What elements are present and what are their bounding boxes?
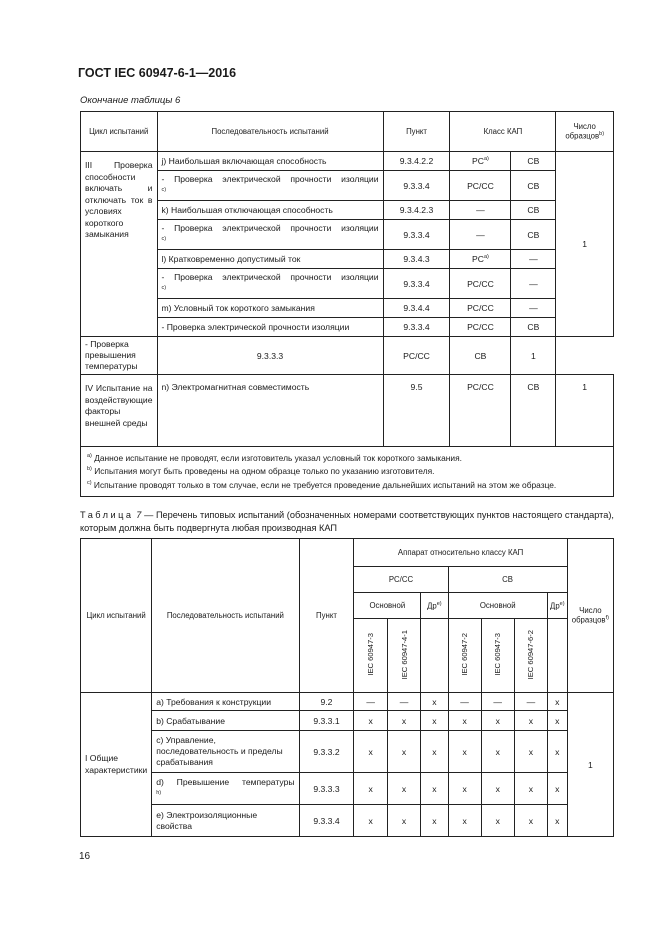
- value-cell: x: [354, 711, 387, 731]
- std-cell: IEC 60947-2: [448, 619, 481, 693]
- class-pc-cell: PC$^{a)}$: [450, 152, 511, 171]
- sequence-cell: l) Кратковременно допустимый ток: [157, 250, 383, 269]
- table6-notes: [81, 447, 614, 497]
- header-pccc: PC/CC: [354, 567, 448, 593]
- table-row: [81, 201, 614, 220]
- value-cell: —: [481, 693, 514, 711]
- header-basic-pccc: Основной: [354, 593, 421, 619]
- class-pc-cell: PC/CC: [383, 337, 450, 375]
- table-row: [81, 805, 614, 837]
- value-cell: x: [448, 731, 481, 773]
- document-header: ГОСТ IEC 60947-6-1—2016: [78, 66, 237, 80]
- header-samples: Число образцов$^{b)}$: [556, 112, 614, 152]
- class-pc-cell: PC/CC: [450, 171, 511, 201]
- class-pc-cell: —: [450, 201, 511, 220]
- value-cell: x: [421, 693, 448, 711]
- header-cycle: Цикл испытаний: [81, 539, 152, 693]
- table-row: [81, 299, 614, 318]
- value-cell: x: [448, 773, 481, 805]
- clause-cell: 9.5: [383, 375, 450, 447]
- value-cell: x: [547, 711, 567, 731]
- value-cell: x: [421, 773, 448, 805]
- class-cb-cell: —: [511, 250, 556, 269]
- value-cell: x: [547, 805, 567, 837]
- header-sequence: Последовательность испытаний: [157, 112, 383, 152]
- sequence-cell: b) Срабатывание: [152, 711, 299, 731]
- value-cell: —: [387, 693, 420, 711]
- header-clause: Пункт: [299, 539, 354, 693]
- note-b: $^{b)}$ Испытания могут быть проведены на одном образце только по указанию изготовителя.: [87, 466, 435, 477]
- header-apparatus: Аппарат относительно классу КАП: [354, 539, 567, 567]
- samples-cell: 1: [567, 693, 613, 837]
- header-basic-cb: Основной: [448, 593, 547, 619]
- sequence-cell: c) Управление, последовательность и пределы срабатывания: [152, 731, 299, 773]
- table-row: [81, 171, 614, 201]
- value-cell: x: [514, 805, 547, 837]
- sequence-cell: - Проверка превышения температуры: [81, 337, 158, 375]
- samples-cell: 1: [511, 337, 556, 375]
- value-cell: x: [387, 773, 420, 805]
- table-7: [80, 538, 614, 837]
- header-class: Класс КАП: [450, 112, 556, 152]
- class-cb-cell: CB: [511, 220, 556, 250]
- clause-cell: 9.3.3.4: [383, 269, 450, 299]
- header-dr-cb: $Др^{e)}$: [547, 593, 567, 619]
- value-cell: x: [514, 711, 547, 731]
- value-cell: x: [481, 805, 514, 837]
- sequence-cell: a) Требования к конструкции: [152, 693, 299, 711]
- header-sequence: Последовательность испытаний: [152, 539, 299, 693]
- header-samples: Число образцов$^{f)}$: [567, 539, 613, 693]
- samples-cell: 1: [556, 375, 614, 447]
- header-cb: CB: [448, 567, 567, 593]
- class-cb-cell: CB: [511, 375, 556, 447]
- clause-cell: 9.3.4.2.3: [383, 201, 450, 220]
- clause-cell: 9.3.4.4: [383, 299, 450, 318]
- class-pc-cell: PC$^{a)}$: [450, 250, 511, 269]
- sequence-cell: e) Электроизоляционные свойства: [152, 805, 299, 837]
- sequence-cell: k) Наибольшая отключающая способность: [157, 201, 383, 220]
- value-cell: x: [421, 731, 448, 773]
- table-row: [81, 337, 614, 375]
- table6-header-row: [81, 112, 614, 152]
- table-row: [81, 693, 614, 711]
- table-row: [81, 773, 614, 805]
- table6-caption: Окончание таблицы 6: [80, 95, 181, 106]
- value-cell: x: [481, 711, 514, 731]
- value-cell: x: [481, 773, 514, 805]
- class-cb-cell: CB: [511, 201, 556, 220]
- class-cb-cell: CB: [511, 318, 556, 337]
- value-cell: x: [448, 805, 481, 837]
- value-cell: x: [354, 773, 387, 805]
- clause-cell: 9.2: [299, 693, 354, 711]
- class-cb-cell: CB: [511, 152, 556, 171]
- value-cell: x: [547, 693, 567, 711]
- table-6: [80, 111, 614, 497]
- value-cell: x: [448, 711, 481, 731]
- sequence-cell: n) Электромагнитная совместимость: [157, 375, 383, 447]
- clause-cell: 9.3.3.4: [383, 220, 450, 250]
- sequence-cell: - Проверка электрической прочности изоляции: [157, 318, 383, 337]
- std-cell: IEC 60947-3: [481, 619, 514, 693]
- clause-cell: 9.3.3.3: [299, 773, 354, 805]
- table-row: [81, 375, 614, 447]
- value-cell: x: [354, 805, 387, 837]
- sequence-cell: - Проверка электрической прочности изоляции $^{c)}$: [157, 171, 383, 201]
- class-cb-cell: CB: [450, 337, 511, 375]
- table-row: [81, 711, 614, 731]
- clause-cell: 9.3.4.3: [383, 250, 450, 269]
- table-row: [81, 152, 614, 171]
- value-cell: x: [387, 731, 420, 773]
- clause-cell: 9.3.3.3: [157, 337, 383, 375]
- std-cell: [421, 619, 448, 693]
- value-cell: —: [448, 693, 481, 711]
- clause-cell: 9.3.4.2.2: [383, 152, 450, 171]
- class-cb-cell: —: [511, 299, 556, 318]
- sequence-cell: d) Превышение температуры $^{h)}$: [152, 773, 299, 805]
- clause-cell: 9.3.3.4: [299, 805, 354, 837]
- sequence-cell: m) Условный ток короткого замыкания: [157, 299, 383, 318]
- note-a: $^{a)}$ Данное испытание не проводят, если изготовитель указал условный ток короткого замыкания.: [87, 452, 462, 463]
- clause-cell: 9.3.3.4: [383, 171, 450, 201]
- cycle-1: I Общие характеристики: [81, 693, 152, 837]
- class-pc-cell: PC/CC: [450, 269, 511, 299]
- class-cb-cell: CB: [511, 171, 556, 201]
- value-cell: x: [421, 711, 448, 731]
- header-cycle: Цикл испытаний: [81, 112, 158, 152]
- page-number: 16: [79, 851, 91, 862]
- sequence-cell: - Проверка электрической прочности изоляции $^{c)}$: [157, 220, 383, 250]
- clause-cell: 9.3.3.4: [383, 318, 450, 337]
- class-pc-cell: PC/CC: [450, 299, 511, 318]
- class-pc-cell: PC/CC: [450, 375, 511, 447]
- table-row: [81, 269, 614, 299]
- value-cell: x: [481, 731, 514, 773]
- table-row: [81, 220, 614, 250]
- table-row: [81, 318, 614, 337]
- table7-header-row: [81, 539, 614, 567]
- value-cell: x: [514, 773, 547, 805]
- header-clause: Пункт: [383, 112, 450, 152]
- std-cell: IEC 60947-3: [354, 619, 387, 693]
- note-c: $^{c)}$ Испытание проводят только в том случае, если не требуется проведение дальнейших испытаний на этом же образце.: [87, 479, 557, 490]
- samples-cell: 1: [556, 152, 614, 337]
- table-row: [81, 250, 614, 269]
- value-cell: x: [547, 773, 567, 805]
- std-cell: IEC 60947-6-2: [514, 619, 547, 693]
- class-cb-cell: —: [511, 269, 556, 299]
- value-cell: —: [354, 693, 387, 711]
- table7-caption: Таблица 7 — Перечень типовых испытаний (обозначенных номерами соответствующих пунктов настоящего стандарта), которым должна быть подвергнута любая производная КАП: [80, 510, 614, 533]
- value-cell: x: [547, 731, 567, 773]
- value-cell: x: [421, 805, 448, 837]
- cycle-4: IV Испытание на воздействующие факторы внешней среды: [81, 375, 158, 447]
- std-cell: IEC 60947-4-1: [387, 619, 420, 693]
- value-cell: x: [387, 805, 420, 837]
- table-row: [81, 731, 614, 773]
- table6-notes-row: [81, 447, 614, 497]
- clause-cell: 9.3.3.2: [299, 731, 354, 773]
- value-cell: x: [387, 711, 420, 731]
- value-cell: x: [354, 731, 387, 773]
- std-cell: [547, 619, 567, 693]
- value-cell: —: [514, 693, 547, 711]
- cycle-3: III Проверка способности включать и отключать ток в условиях короткого замыкания: [81, 152, 158, 337]
- value-cell: x: [514, 731, 547, 773]
- header-dr-pccc: $Др^{e)}$: [421, 593, 448, 619]
- sequence-cell: - Проверка электрической прочности изоляции $^{c)}$: [157, 269, 383, 299]
- class-pc-cell: PC/CC: [450, 318, 511, 337]
- sequence-cell: j) Наибольшая включающая способность: [157, 152, 383, 171]
- class-pc-cell: —: [450, 220, 511, 250]
- clause-cell: 9.3.3.1: [299, 711, 354, 731]
